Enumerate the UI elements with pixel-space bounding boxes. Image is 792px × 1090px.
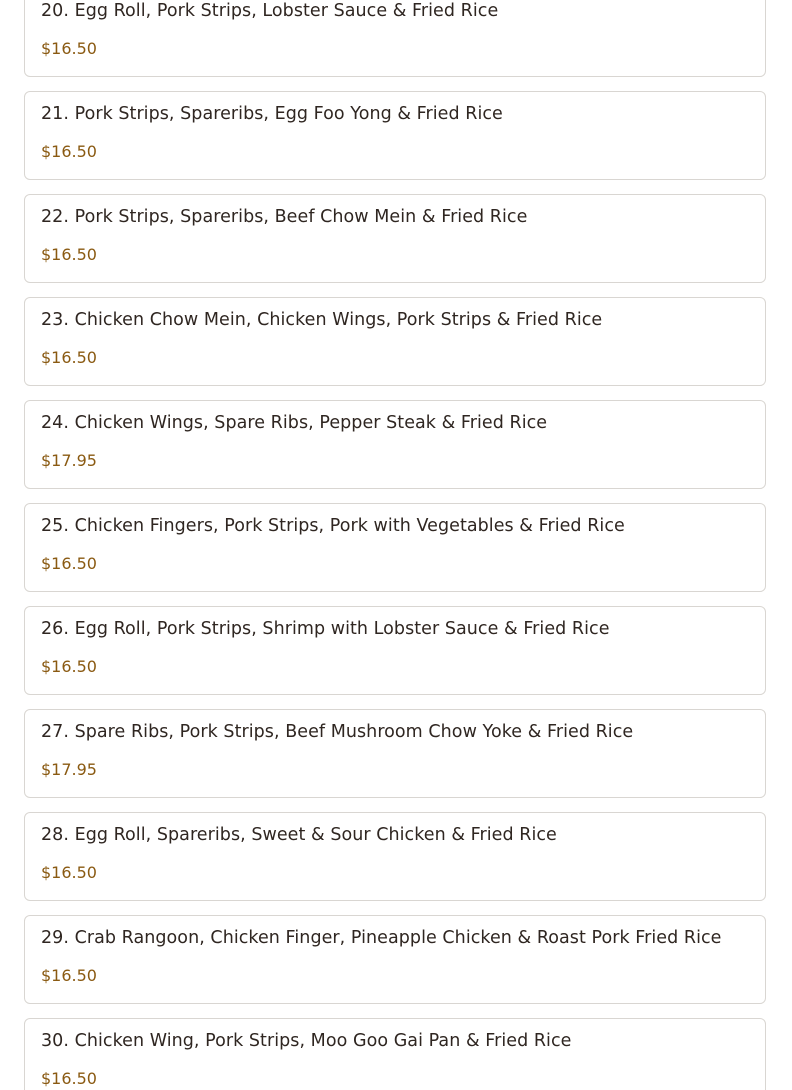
- menu-item-card[interactable]: [24, 503, 766, 592]
- menu-item-name: 28. Egg Roll, Spareribs, Sweet & Sour Chicken & Fried Rice: [41, 825, 557, 845]
- menu-item-card[interactable]: [24, 709, 766, 798]
- menu-item-price: $16.50: [41, 1069, 97, 1088]
- menu-item-price: $17.95: [41, 760, 97, 779]
- menu-item-price: $16.50: [41, 142, 97, 161]
- menu-item-card[interactable]: [24, 1018, 766, 1090]
- menu-item-name: 30. Chicken Wing, Pork Strips, Moo Goo Gai Pan & Fried Rice: [41, 1031, 572, 1051]
- menu-item-price: $16.50: [41, 554, 97, 573]
- menu-item-card[interactable]: [24, 915, 766, 1004]
- menu-item-name: 26. Egg Roll, Pork Strips, Shrimp with Lobster Sauce & Fried Rice: [41, 619, 610, 639]
- menu-item-price: $16.50: [41, 966, 97, 985]
- menu-item-price: $16.50: [41, 348, 97, 367]
- menu-item-name: 29. Crab Rangoon, Chicken Finger, Pineapple Chicken & Roast Pork Fried Rice: [41, 928, 722, 948]
- menu-item-card[interactable]: [24, 400, 766, 489]
- menu-item-price: $16.50: [41, 39, 97, 58]
- menu-item-card[interactable]: [24, 606, 766, 695]
- menu-item-name: 25. Chicken Fingers, Pork Strips, Pork with Vegetables & Fried Rice: [41, 516, 625, 536]
- menu-item-name: 20. Egg Roll, Pork Strips, Lobster Sauce & Fried Rice: [41, 1, 499, 21]
- menu-item-card[interactable]: [24, 0, 766, 77]
- menu-item-price: $16.50: [41, 657, 97, 676]
- menu-item-card[interactable]: [24, 297, 766, 386]
- menu-item-name: 22. Pork Strips, Spareribs, Beef Chow Mein & Fried Rice: [41, 207, 528, 227]
- menu-item-name: 21. Pork Strips, Spareribs, Egg Foo Yong & Fried Rice: [41, 104, 503, 124]
- menu-item-price: $17.95: [41, 451, 97, 470]
- menu-item-price: $16.50: [41, 245, 97, 264]
- menu-item-name: 23. Chicken Chow Mein, Chicken Wings, Pork Strips & Fried Rice: [41, 310, 603, 330]
- menu-item-card[interactable]: [24, 194, 766, 283]
- menu-item-card[interactable]: [24, 91, 766, 180]
- menu-item-name: 24. Chicken Wings, Spare Ribs, Pepper Steak & Fried Rice: [41, 413, 548, 433]
- menu-item-card[interactable]: [24, 812, 766, 901]
- menu-item-price: $16.50: [41, 863, 97, 882]
- menu-item-name: 27. Spare Ribs, Pork Strips, Beef Mushroom Chow Yoke & Fried Rice: [41, 722, 634, 742]
